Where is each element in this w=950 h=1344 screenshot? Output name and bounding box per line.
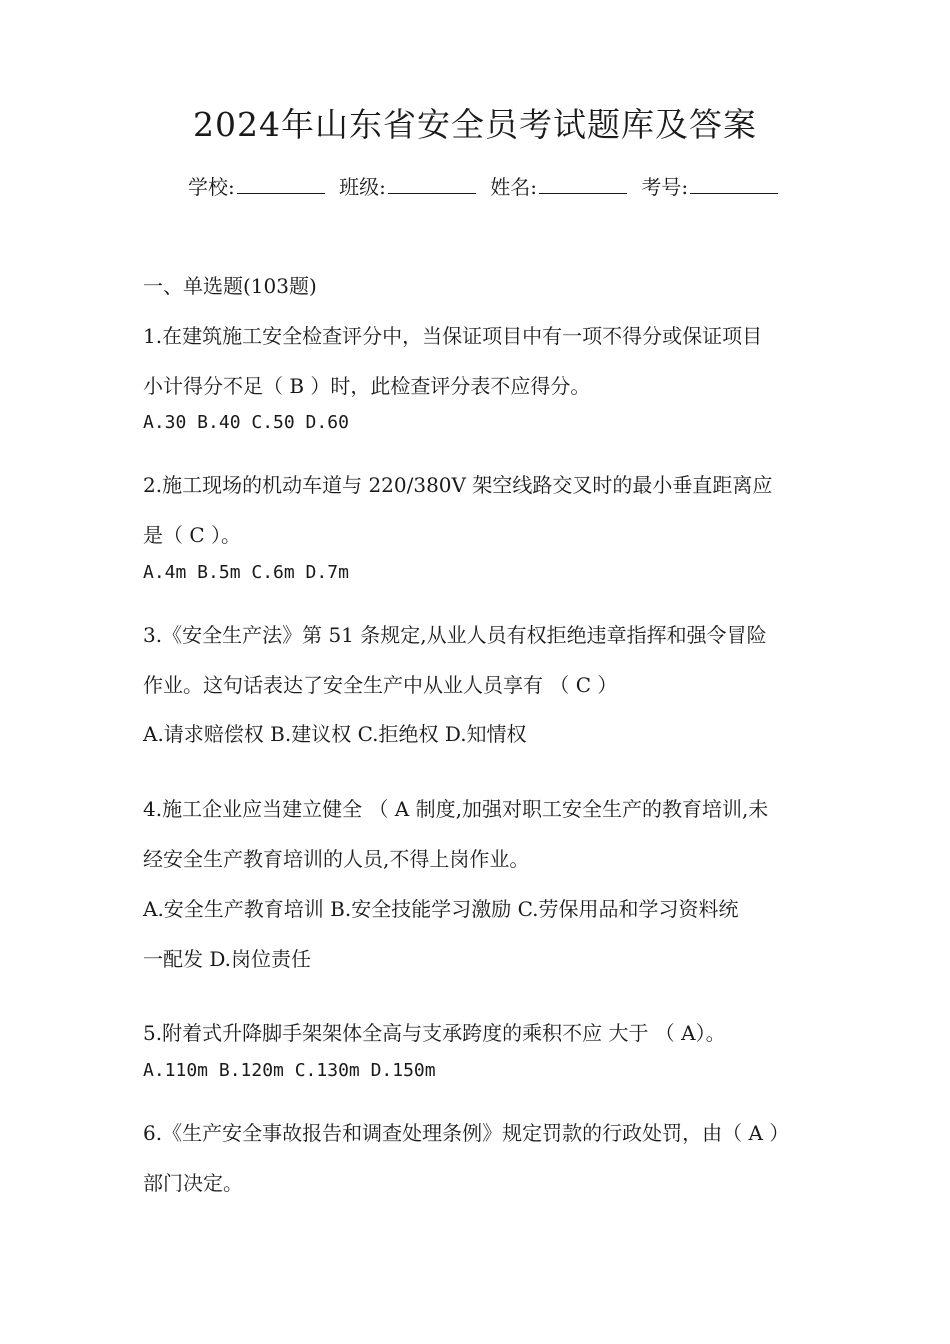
question-4-line-2: 经安全生产教育培训的人员,不得上岗作业。: [143, 847, 530, 871]
exam-number-label: 考号:: [641, 175, 689, 199]
question-2-line-2: 是（ C ）。: [143, 523, 242, 547]
school-label: 学校:: [188, 175, 235, 199]
class-label: 班级:: [339, 175, 386, 199]
class-blank: [388, 173, 476, 194]
name-label: 姓名:: [490, 175, 537, 199]
class-field: [339, 172, 476, 202]
question-4-line-1: 4.施工企业应当建立健全 （ A 制度,加强对职工安全生产的教育培训,未: [143, 797, 769, 821]
question-1-line-1: 1.在建筑施工安全检查评分中，当保证项目中有一项不得分或保证项目: [143, 324, 763, 348]
question-6-line-2: 部门决定。: [143, 1171, 243, 1195]
school-field: [188, 172, 325, 202]
section-heading: 一、单选题(103题): [143, 274, 317, 298]
question-2-line-1: 2.施工现场的机动车道与 220/380V 架空线路交叉时的最小垂直距离应: [143, 473, 773, 497]
question-1-line-2: 小计得分不足（ B ）时，此检查评分表不应得分。: [143, 374, 591, 398]
question-4-options-line-2: 一配发 D.岗位责任: [143, 947, 312, 971]
question-1-options: A.30 B.40 C.50 D.60: [143, 412, 349, 433]
question-3-line-2: 作业。这句话表达了安全生产中从业人员享有 （ C ）: [143, 673, 618, 697]
name-blank: [539, 173, 627, 194]
question-5-line-1: 5.附着式升降脚手架架体全高与支承跨度的乘积不应 大于 （ A）。: [143, 1021, 726, 1045]
question-2-options: A.4m B.5m C.6m D.7m: [143, 562, 349, 583]
exam-number-field: [641, 172, 778, 202]
question-5-options: A.110m B.120m C.130m D.150m: [143, 1060, 436, 1081]
question-6-line-1: 6.《生产安全事故报告和调查处理条例》规定罚款的行政处罚，由（ A ）: [143, 1121, 790, 1145]
question-3-options: A.请求赔偿权 B.建议权 C.拒绝权 D.知情权: [143, 722, 527, 746]
name-field: [490, 172, 627, 202]
document-title: 2024年山东省安全员考试题库及答案: [193, 105, 757, 144]
question-4-options-line-1: A.安全生产教育培训 B.安全技能学习激励 C.劳保用品和学习资料统: [143, 897, 739, 921]
school-blank: [237, 173, 325, 194]
question-3-line-1: 3.《安全生产法》第 51 条规定,从业人员有权拒绝违章指挥和强令冒险: [143, 623, 767, 647]
student-info-row: [188, 172, 786, 202]
exam-number-blank: [690, 173, 778, 194]
